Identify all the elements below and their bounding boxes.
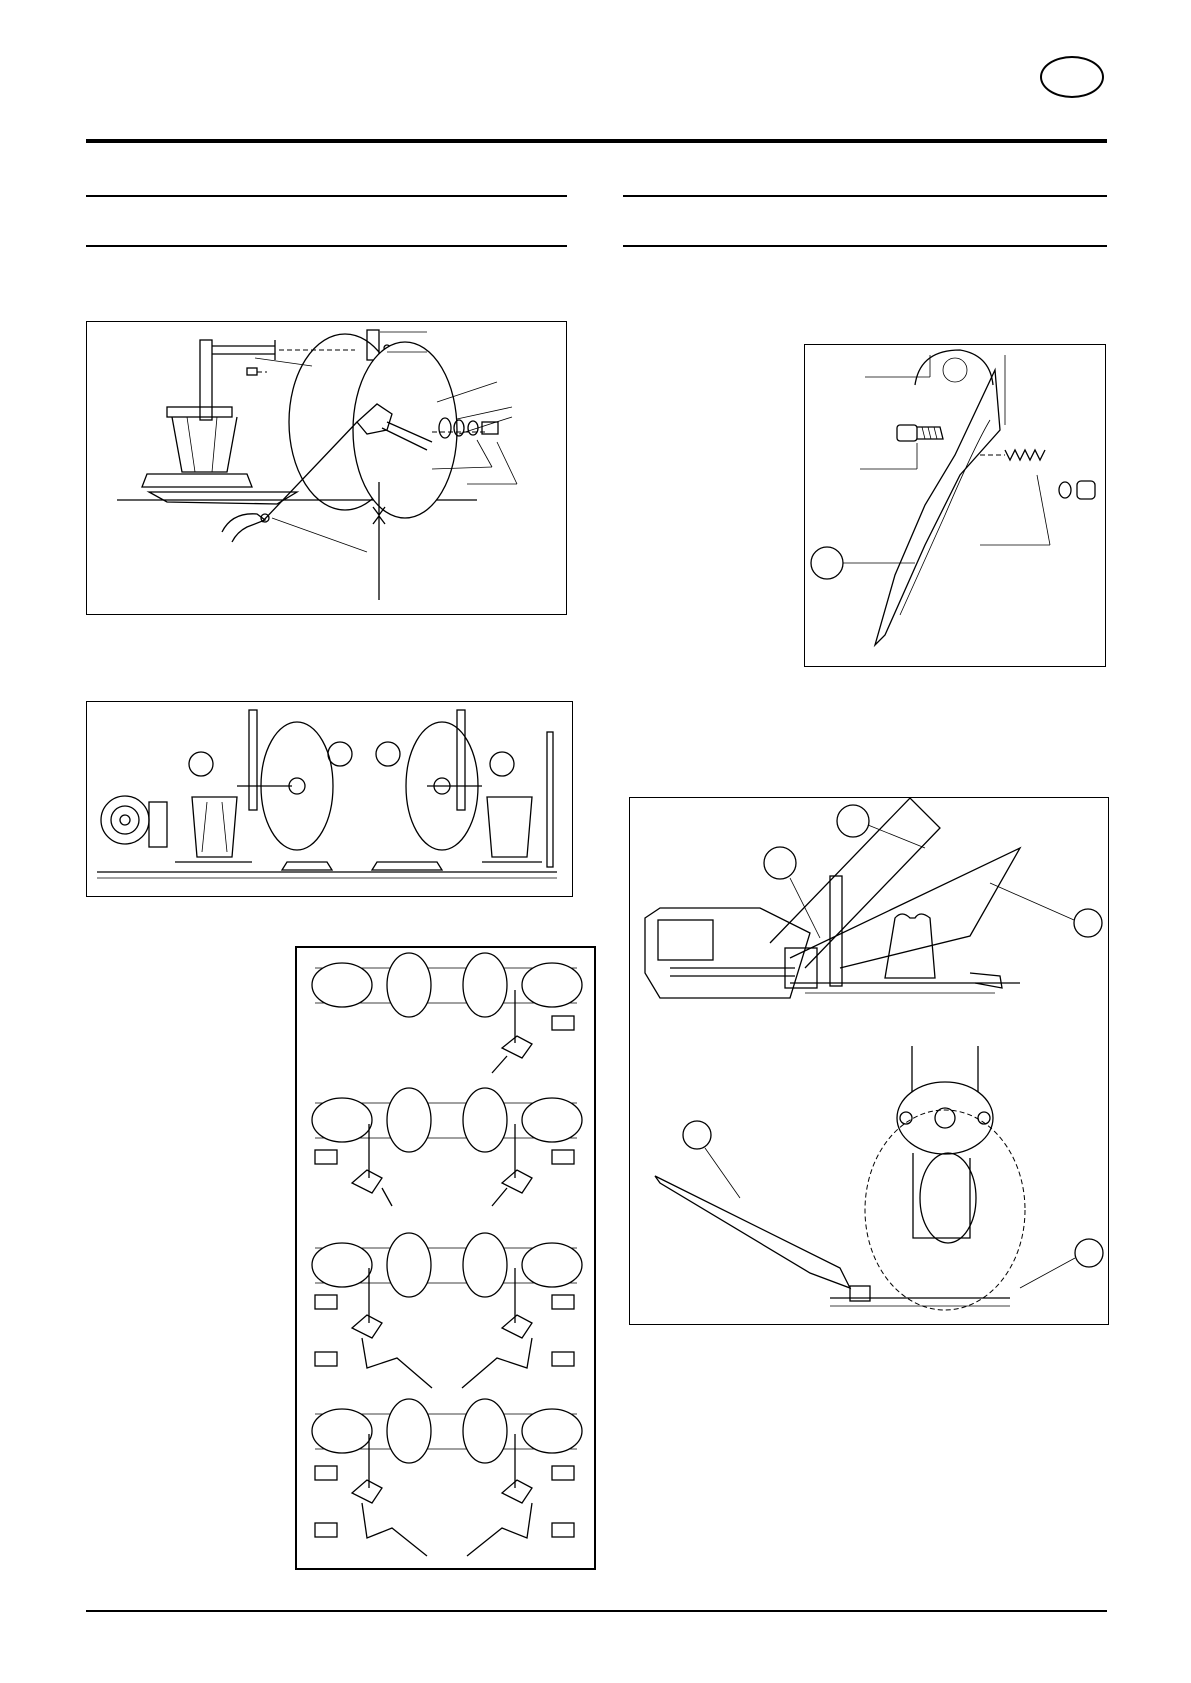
figure-deflector-assembly	[629, 797, 1109, 1325]
figure-unit-layout	[86, 701, 573, 897]
header-rule	[86, 139, 1107, 143]
knife-assembly-drawing	[805, 345, 1107, 668]
figure-cutter-adjustment	[86, 321, 567, 615]
disc-row-3	[312, 1233, 582, 1388]
figure-knife-assembly	[804, 344, 1106, 667]
right-section-rule-top	[623, 195, 1107, 197]
left-section-rule-bottom	[86, 245, 567, 247]
disc-row-2	[312, 1088, 582, 1206]
footer-rule	[86, 1610, 1107, 1612]
deflector-assembly-drawing	[630, 798, 1110, 1326]
language-badge	[1040, 56, 1104, 98]
cutter-adjustment-drawing	[87, 322, 568, 616]
unit-layout-drawing	[87, 702, 574, 898]
disc-row-1	[312, 953, 582, 1073]
disc-positions-drawing	[297, 948, 598, 1572]
left-section-rule-top	[86, 195, 567, 197]
right-section-rule-bottom	[623, 245, 1107, 247]
figure-disc-positions	[295, 946, 596, 1570]
disc-row-4	[312, 1399, 582, 1556]
